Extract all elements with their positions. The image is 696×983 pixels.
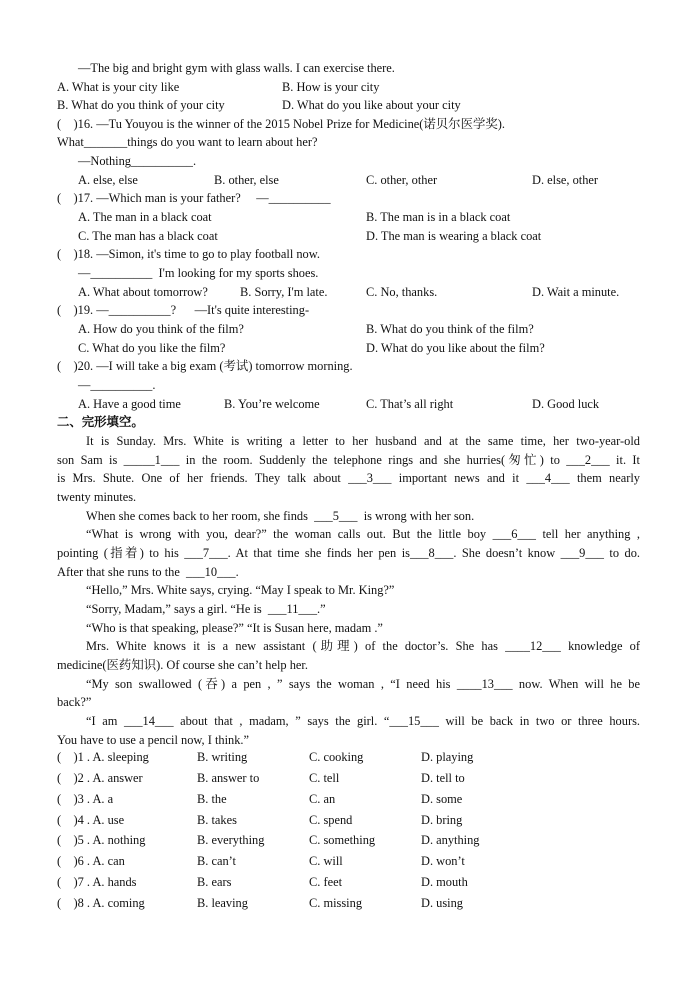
passage-line: “Sorry, Madam,” says a girl. “He is ___11___.” xyxy=(86,602,326,616)
choice-row-3-b: B. the xyxy=(197,792,227,806)
answer-line: —The big and bright gym with glass walls. I can exercise there. xyxy=(78,61,395,75)
q17-option-c: C. The man has a black coat xyxy=(78,229,218,243)
q16-option-d: D. else, other xyxy=(532,173,599,187)
passage-line: It is Sunday. Mrs. White is writing a letter to her husband and at the same time, her two-year-old xyxy=(86,434,640,448)
q16-question: ( )16. —Tu Youyou is the winner of the 2015 Nobel Prize for Medicine(诺贝尔医学奖). xyxy=(57,117,505,131)
choice-row-7-a: ( )7 . A. hands xyxy=(57,875,137,889)
choice-row-5-d: D. anything xyxy=(421,833,480,847)
q19-question: ( )19. —__________? —It's quite interesting- xyxy=(57,303,310,317)
choice-row-6-b: B. can’t xyxy=(197,854,236,868)
choice-row-8-b: B. leaving xyxy=(197,896,248,910)
choice-row-1-c: C. cooking xyxy=(309,750,364,764)
choice-row-8-c: C. missing xyxy=(309,896,363,910)
choice-row-6-c: C. will xyxy=(309,854,343,868)
q20-option-b: B. You’re welcome xyxy=(224,397,320,411)
q16-option-c: C. other, other xyxy=(366,173,438,187)
q20-option-a: A. Have a good time xyxy=(78,397,181,411)
q20-question: ( )20. —I will take a big exam (考试) tomorrow morning. xyxy=(57,359,353,373)
choice-row-7-b: B. ears xyxy=(197,875,232,889)
passage-line: “Who is that speaking, please?” “It is Susan here, madam .” xyxy=(86,621,383,635)
choice-row-1-d: D. playing xyxy=(421,750,474,764)
passage-line: “What is wrong with you, dear?” the woman calls out. But the little boy ___6___ tell her anything , xyxy=(86,527,640,541)
choice-row-2-c: C. tell xyxy=(309,771,340,785)
passage-line: When she comes back to her room, she finds ___5___ is wrong with her son. xyxy=(86,509,475,523)
q15-option-a: A. What is your city like xyxy=(57,80,180,94)
choice-row-2-b: B. answer to xyxy=(197,771,260,785)
choice-row-2-a: ( )2 . A. answer xyxy=(57,771,143,785)
q19-option-c: C. What do you like the film? xyxy=(78,341,226,355)
passage-line: “I am ___14___ about that , madam, ” says the girl. “___15___ will be back in two or three hours. xyxy=(86,714,640,728)
choice-row-4-d: D. bring xyxy=(421,813,463,827)
passage-line: “My son swallowed (吞) a pen , ” says the woman , “I need his ____13___ now. When will he be xyxy=(86,677,640,691)
passage-line: is Mrs. Shute. One of her friends. They talk about ___3___ important news and it ___4___ them nearly xyxy=(57,471,640,485)
q17-option-b: B. The man is in a black coat xyxy=(366,210,511,224)
passage-line: After that she runs to the ___10___. xyxy=(57,565,239,579)
q17-question: ( )17. —Which man is your father? —__________ xyxy=(57,191,331,205)
choice-row-8-d: D. using xyxy=(421,896,463,910)
q20-answer-line: —__________. xyxy=(78,378,156,392)
q15-option-c: B. What do you think of your city xyxy=(57,98,225,112)
choice-row-3-d: D. some xyxy=(421,792,463,806)
choice-row-1-b: B. writing xyxy=(197,750,248,764)
q19-option-b: B. What do you think of the film? xyxy=(366,322,534,336)
choice-row-3-c: C. an xyxy=(309,792,336,806)
passage-line: pointing (指着) to his ___7___. At that time she finds her pen is___8___. She doesn’t know ___9___ to do. xyxy=(57,546,640,560)
choice-row-3-a: ( )3 . A. a xyxy=(57,792,114,806)
q18-answer-line: —__________ I'm looking for my sports shoes. xyxy=(78,266,319,280)
passage-line: Mrs. White knows it is a new assistant (助理) of the doctor’s. She has ____12___ knowledge of xyxy=(86,639,640,653)
passage-line: twenty minutes. xyxy=(57,490,137,504)
q20-option-c: C. That’s all right xyxy=(366,397,454,411)
passage-line: medicine(医药知识). Of course she can’t help her. xyxy=(57,658,308,672)
q16-option-b: B. other, else xyxy=(214,173,279,187)
choice-row-5-a: ( )5 . A. nothing xyxy=(57,833,146,847)
q19-option-a: A. How do you think of the film? xyxy=(78,322,244,336)
choice-row-7-c: C. feet xyxy=(309,875,343,889)
q18-option-a: A. What about tomorrow? xyxy=(78,285,208,299)
choice-row-8-a: ( )8 . A. coming xyxy=(57,896,145,910)
choice-row-4-c: C. spend xyxy=(309,813,353,827)
passage-line: You have to use a pencil now, I think.” xyxy=(57,733,250,747)
choice-row-7-d: D. mouth xyxy=(421,875,468,889)
choice-row-1-a: ( )1 . A. sleeping xyxy=(57,750,149,764)
choice-row-2-d: D. tell to xyxy=(421,771,465,785)
q17-option-a: A. The man in a black coat xyxy=(78,210,212,224)
passage-line: son Sam is _____1___ in the room. Suddenly the telephone rings and she hurries(匆忙) to ___2___ it. It xyxy=(57,453,640,467)
passage-line: back?” xyxy=(57,695,92,709)
q16-question-cont: What_______things do you want to learn about her? xyxy=(57,135,318,149)
choice-row-4-b: B. takes xyxy=(197,813,237,827)
q16-option-a: A. else, else xyxy=(78,173,138,187)
q18-option-b: B. Sorry, I'm late. xyxy=(240,285,328,299)
passage-line: “Hello,” Mrs. White says, crying. “May I speak to Mr. King?” xyxy=(86,583,395,597)
choice-row-6-a: ( )6 . A. can xyxy=(57,854,125,868)
section-heading: 二、完形填空。 xyxy=(57,415,144,429)
choice-row-5-b: B. everything xyxy=(197,833,265,847)
q17-option-d: D. The man is wearing a black coat xyxy=(366,229,542,243)
q18-option-d: D. Wait a minute. xyxy=(532,285,620,299)
q18-option-c: C. No, thanks. xyxy=(366,285,438,299)
q15-option-b: B. How is your city xyxy=(282,80,380,94)
q20-option-d: D. Good luck xyxy=(532,397,600,411)
q16-answer-line: —Nothing__________. xyxy=(78,154,197,168)
choice-row-6-d: D. won’t xyxy=(421,854,465,868)
q15-option-d: D. What do you like about your city xyxy=(282,98,461,112)
choice-row-5-c: C. something xyxy=(309,833,376,847)
q19-option-d: D. What do you like about the film? xyxy=(366,341,545,355)
choice-row-4-a: ( )4 . A. use xyxy=(57,813,125,827)
q18-question: ( )18. —Simon, it's time to go to play football now. xyxy=(57,247,320,261)
